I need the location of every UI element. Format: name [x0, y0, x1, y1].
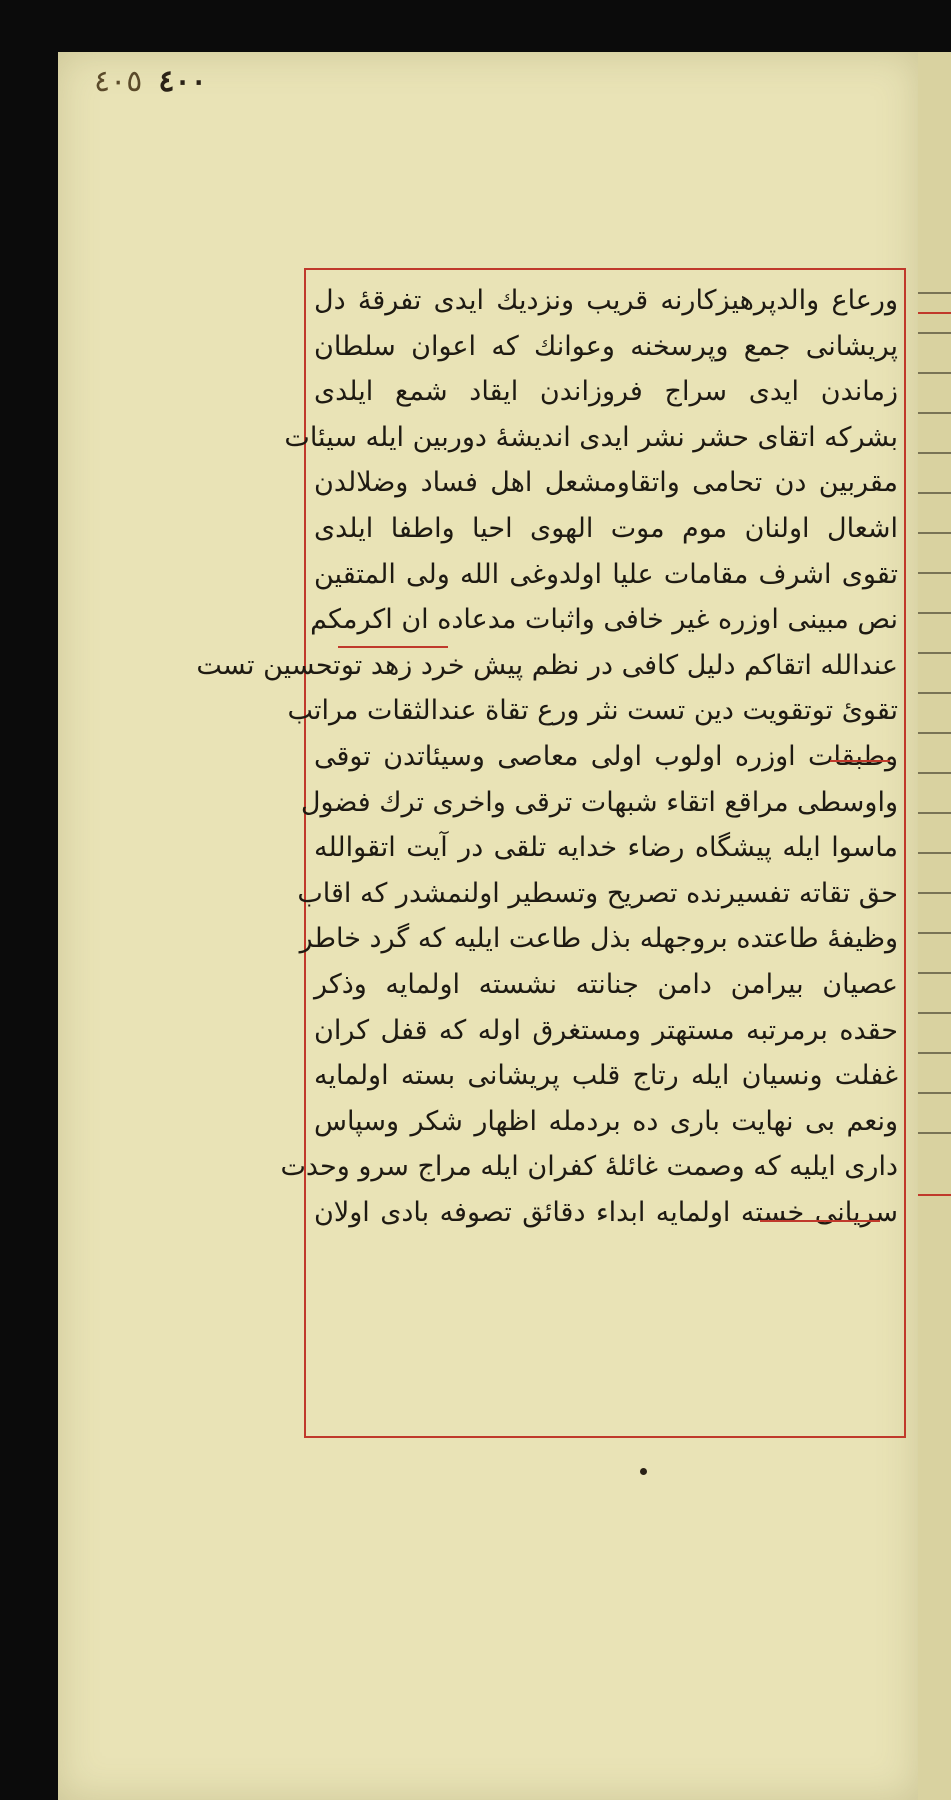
adjacent-page-text-line [918, 812, 951, 814]
text-line-17: حقده برمرتبه مستهتر ومستغرق اوله که قفل کران [314, 1014, 898, 1046]
text-line-12: واوسطی مراقع اتقاء شبهات ترقی واخری ترك فضول [300, 786, 898, 818]
text-line-16: عصیان بیرامن دامن جنانته نشسته اولمایه وذکر [314, 968, 898, 1000]
adjacent-page-text-line [918, 1092, 951, 1094]
rubric-overline [760, 1220, 880, 1222]
adjacent-page-text-line [918, 972, 951, 974]
adjacent-page-edge [918, 52, 951, 1800]
rubric-overline [830, 760, 890, 762]
text-line-4: بشرکه اتقای حشر نشر ایدی اندیشهٔ دوربین ایله سیئات [284, 421, 898, 453]
text-line-3: زماندن ایدی سراج فروزاندن ایقاد شمع ایلدی [314, 376, 898, 408]
adjacent-page-frame [918, 312, 951, 1196]
adjacent-page-text-line [918, 452, 951, 454]
page-number-primary: ٤٠٠ [158, 64, 207, 99]
adjacent-page-text-line [918, 372, 951, 374]
text-line-9: عندالله اتقاکم دلیل کافی در نظم پیش خرد زهد توتحسین تست [196, 649, 898, 681]
adjacent-page-text-line [918, 532, 951, 534]
adjacent-page-text-line [918, 732, 951, 734]
adjacent-page-text-line [918, 892, 951, 894]
text-line-8: نص مبینی اوزره غیر خافی واثبات مدعاده ان اکرمکم [310, 604, 898, 636]
adjacent-page-text-line [918, 1012, 951, 1014]
text-line-7: تقوی اشرف مقامات علیا اولدوغی الله ولی المتقین [314, 558, 898, 590]
ink-speck [640, 1468, 647, 1475]
text-block [196, 278, 898, 1428]
adjacent-page-text-line [918, 852, 951, 854]
text-line-11: وطبقات اوزره اولوب اولی معاصی وسیئاتدن توقی [314, 740, 898, 772]
text-line-21: سریانی خسته اولمایه ابداء دقائق تصوفه بادی اولان [314, 1196, 898, 1228]
adjacent-page-text-line [918, 1132, 951, 1134]
text-line-13: ماسوا ایله پیشگاه رضاء خدایه تلقی در آیت اتقوالله [314, 832, 898, 864]
text-line-5: مقربین دن تحامی واتقاومشعل اهل فساد وضلالدن [314, 467, 898, 499]
adjacent-page-text-line [918, 652, 951, 654]
adjacent-page-text-line [918, 932, 951, 934]
adjacent-page-text-line [918, 1052, 951, 1054]
adjacent-page-text-line [918, 492, 951, 494]
text-line-1: ورعاع والدپرهیزکارنه قریب ونزدیك ایدی تفرقهٔ دل [314, 285, 898, 316]
text-line-19: ونعم بی نهایت باری ده بردمله اظهار شکر وسپاس [314, 1105, 898, 1137]
adjacent-page-text-line [918, 692, 951, 694]
text-line-18: غفلت ونسیان ایله رتاج قلب پریشانی بسته اولمایه [314, 1060, 898, 1092]
adjacent-page-text-line [918, 772, 951, 774]
text-line-10: تقوئ توتقویت دین تست نثر ورع تقاة عندالثقات مراتب [287, 695, 898, 727]
adjacent-page-text-line [918, 572, 951, 574]
adjacent-page-text-line [918, 292, 951, 294]
rubric-overline [338, 646, 448, 648]
text-line-15: وظیفهٔ طاعتده بروجهله بذل طاعت ایلیه که گرد خاطر [299, 923, 898, 955]
adjacent-page-text-line [918, 412, 951, 414]
page-number [94, 64, 207, 99]
text-line-6: اشعال اولنان موم موت الهوی احیا واطفا ایلدی [314, 512, 898, 544]
text-line-14: حق تقاته تفسیرنده تصریح وتسطیر اولنمشدر که اقاب [297, 877, 898, 909]
adjacent-page-text-line [918, 332, 951, 334]
adjacent-page-text-line [918, 612, 951, 614]
page-number-secondary: ٤٠٥ [94, 64, 143, 99]
text-line-2: پریشانی جمع وپرسخنه وعوانك كه اعوان سلطان [314, 330, 898, 362]
text-line-20: داری ایلیه که وصمت غائلهٔ کفران ایله مراج سرو وحدت [280, 1151, 898, 1183]
